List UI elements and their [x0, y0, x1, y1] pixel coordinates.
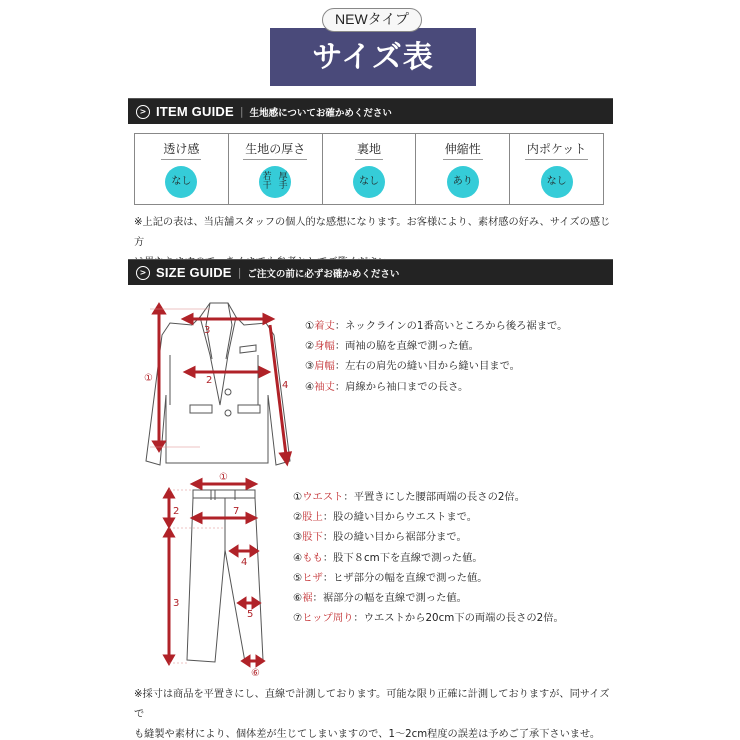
size-guide-band: [128, 259, 613, 285]
guide-value-line: 若干: [262, 171, 272, 191]
chevron-right-icon: >: [136, 105, 150, 119]
fabric-guide-table: [134, 133, 604, 205]
guide-cell-stretch: [416, 134, 510, 204]
guide-value-line: 厚手: [278, 171, 288, 191]
svg-text:4: 4: [241, 557, 248, 568]
divider: |: [237, 266, 242, 279]
guide-label: 裏地: [355, 140, 383, 160]
jacket-label-1: ①: [144, 373, 153, 384]
divider: |: [239, 105, 244, 118]
item-guide-band: [128, 98, 613, 124]
measurement-item: ⑥裾：裾部分の幅を直線で測った値。: [293, 592, 467, 605]
guide-cell-lining: [323, 134, 417, 204]
size-guide-subtitle: ご注文の前に必ずお確かめください: [247, 268, 400, 280]
svg-text:⑥: ⑥: [251, 668, 260, 679]
guide-cell-thickness: [229, 134, 323, 204]
measurement-item: ①ウエスト：平置きにした腰部両端の長さの2倍。: [293, 491, 526, 503]
svg-text:3: 3: [173, 598, 180, 609]
svg-text:7: 7: [233, 506, 240, 517]
svg-text:2: 2: [206, 375, 213, 386]
note-line: ※採寸は商品を平置きにし、直線で計測しております。可能な限り正確に計測しておりますが、同サイズで: [134, 689, 610, 720]
size-guide-label: SIZE GUIDE: [156, 265, 232, 280]
new-type-badge: NEWタイプ: [322, 8, 422, 32]
jacket-measurements: [305, 316, 567, 397]
svg-text:5: 5: [247, 609, 254, 620]
guide-value-badge: [259, 166, 291, 198]
page-title: サイズ表: [270, 28, 476, 86]
measurement-item: ⑦ヒップ周り：ウエストから20cm下の両端の長さの2倍。: [293, 612, 564, 625]
guide-label: 内ポケット: [525, 140, 588, 160]
svg-text:2: 2: [173, 506, 180, 517]
measurement-item: ①着丈：ネックラインの1番高いところから後ろ裾まで。: [305, 320, 568, 332]
chevron-right-icon: >: [136, 266, 150, 280]
guide-cell-inner-pocket: [510, 134, 603, 204]
size-guide-note: [134, 685, 614, 740]
guide-label: 透け感: [161, 140, 201, 160]
jacket-diagram-icon: [140, 295, 300, 470]
guide-label: 伸縮性: [443, 140, 483, 160]
note-line: ※上記の表は、当店舗スタッフの個人的な感想になります。お客様により、素材感の好み、サイズの感じ方: [134, 217, 611, 248]
page-header: [270, 8, 476, 78]
svg-text:4: 4: [282, 380, 289, 391]
guide-value-badge: あり: [447, 166, 479, 198]
pants-diagram-icon: [155, 470, 275, 680]
measurement-item: ⑤ヒザ：ヒザ部分の幅を直線で測った値。: [293, 571, 488, 584]
measurement-item: ④袖丈：肩線から袖口までの長さ。: [305, 380, 469, 393]
measurement-item: ②身幅：両袖の脇を直線で測った値。: [305, 340, 479, 353]
guide-label: 生地の厚さ: [243, 140, 307, 160]
measurement-item: ③肩幅：左右の肩先の縫い目から縫い目まで。: [305, 360, 520, 373]
measurement-item: ④もも：股下８cm下を直線で測った値。: [293, 551, 483, 564]
item-guide-label: ITEM GUIDE: [156, 104, 234, 119]
measurement-item: ③股下：股の縫い目から裾部分まで。: [293, 531, 467, 544]
guide-value-badge: なし: [541, 166, 573, 198]
guide-value-badge: なし: [353, 166, 385, 198]
pants-measurements: [293, 487, 564, 628]
svg-text:①: ①: [219, 472, 228, 483]
note-line: も縫製や素材により、個体差が生じてしまいますので、1〜2cm程度の誤差は予めご了承下さいませ。: [134, 729, 601, 740]
guide-value-badge: なし: [165, 166, 197, 198]
guide-cell-transparency: [135, 134, 229, 204]
measurement-item: ②股上：股の縫い目からウエストまで。: [293, 511, 478, 524]
svg-text:3: 3: [204, 325, 211, 336]
item-guide-subtitle: 生地感についてお確かめください: [249, 107, 392, 119]
